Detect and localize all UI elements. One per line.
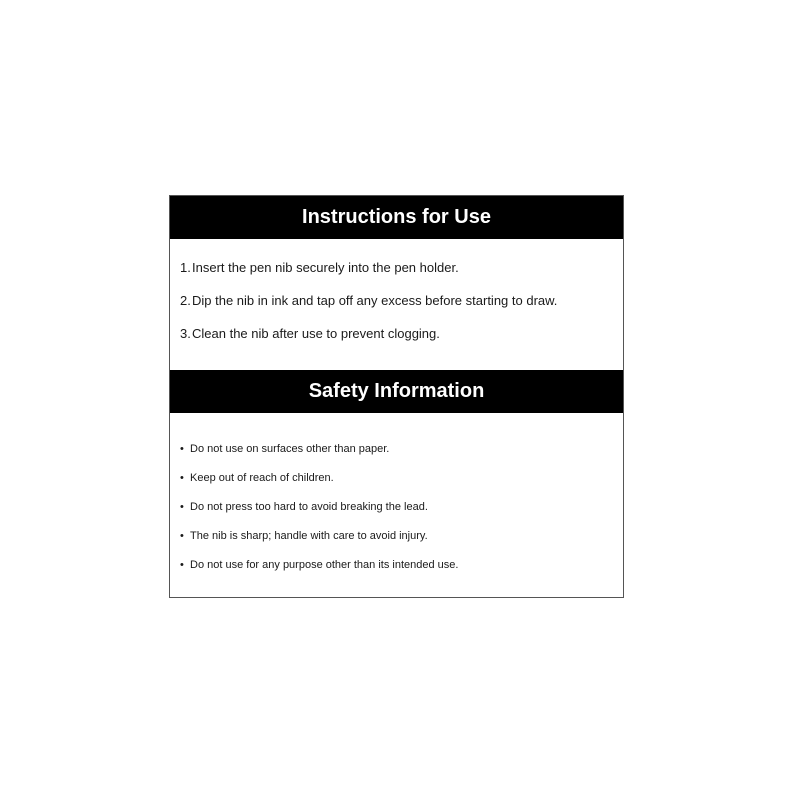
safety-item-text: Do not use on surfaces other than paper.	[190, 443, 390, 455]
step-text: Dip the nib in ink and tap off any excess before starting to draw.	[192, 293, 558, 308]
safety-list	[170, 413, 623, 585]
safety-item	[180, 556, 623, 585]
instructions-list	[170, 239, 623, 370]
safety-item-text: Do not press too hard to avoid breaking the lead.	[190, 501, 428, 513]
step-number: 2.	[180, 293, 191, 308]
safety-item	[180, 527, 623, 556]
instructions-heading: Instructions for Use	[170, 196, 623, 239]
bullet-icon: •	[180, 559, 184, 571]
step-number: 1.	[180, 260, 191, 275]
bullet-icon: •	[180, 472, 184, 484]
instruction-step	[180, 292, 623, 325]
bullet-icon: •	[180, 443, 184, 455]
step-number: 3.	[180, 326, 191, 341]
step-text: Insert the pen nib securely into the pen holder.	[192, 260, 459, 275]
safety-item-text: Do not use for any purpose other than its intended use.	[190, 559, 459, 571]
bullet-icon: •	[180, 501, 184, 513]
safety-heading: Safety Information	[170, 370, 623, 413]
safety-item	[180, 469, 623, 498]
step-text: Clean the nib after use to prevent clogging.	[192, 326, 440, 341]
instruction-step	[180, 259, 623, 292]
safety-item-text: Keep out of reach of children.	[190, 472, 334, 484]
instruction-card	[169, 195, 624, 598]
bullet-icon: •	[180, 530, 184, 542]
safety-item	[180, 498, 623, 527]
instruction-step	[180, 325, 623, 358]
safety-item-text: The nib is sharp; handle with care to avoid injury.	[190, 530, 428, 542]
safety-item	[180, 440, 623, 469]
